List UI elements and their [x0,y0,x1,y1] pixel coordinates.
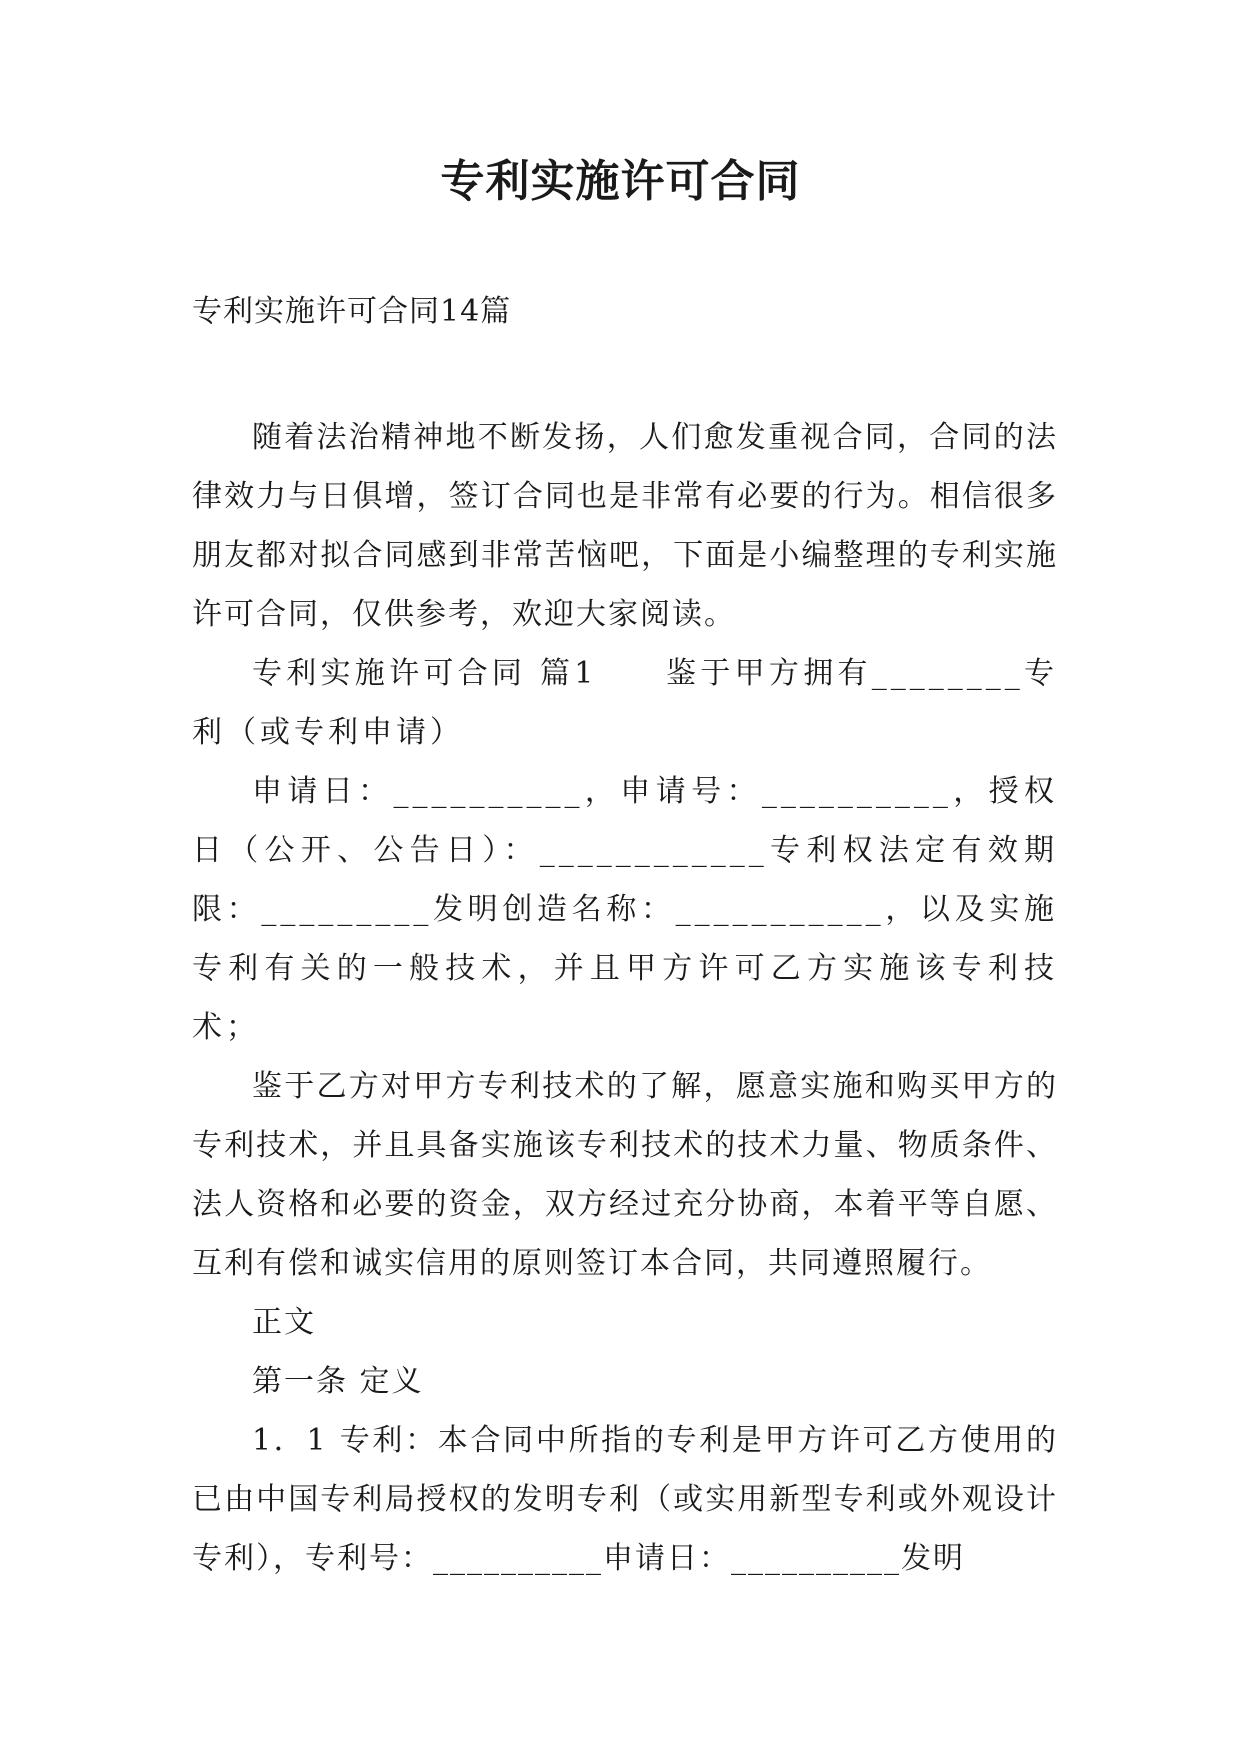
application-info-paragraph: 申请日：__________，申请号：__________，授权日（公开、公告日）：____________专利权法定有效期限：_________发明创造名称：___________，以及实施专利有关的一般技术，并且甲方许可乙方实施该专利技术； [192,774,1058,1045]
document-body [192,408,1058,1588]
document-title: 专利实施许可合同 [440,156,801,207]
section-heading-paragraph: 专利实施许可合同 篇1 鉴于甲方拥有________专利（或专利申请） [192,656,1058,750]
party-b-paragraph: 鉴于乙方对甲方专利技术的了解，愿意实施和购买甲方的专利技术，并且具备实施该专利技术的技术力量、物质条件、法人资格和必要的资金，双方经过充分协商，本着平等自愿、互利有偿和诚实信用的原则签订本合同，共同遵照履行。 [192,1069,1058,1281]
main-text-heading: 正文 [252,1305,316,1340]
intro-paragraph: 随着法治精神地不断发扬，人们愈发重视合同，合同的法律效力与日俱增，签订合同也是非常有必要的行为。相信很多朋友都对拟合同感到非常苦恼吧，下面是小编整理的专利实施许可合同，仅供参考，欢迎大家阅读。 [192,420,1058,632]
article-one-heading: 第一条 定义 [252,1364,424,1399]
document-subtitle: 专利实施许可合同14篇 [192,294,512,329]
clause-1-1-paragraph: 1．1 专利：本合同中所指的专利是甲方许可乙方使用的已由中国专利局授权的发明专利（或实用新型专利或外观设计专利），专利号：__________申请日：__________发明 [192,1423,1058,1576]
